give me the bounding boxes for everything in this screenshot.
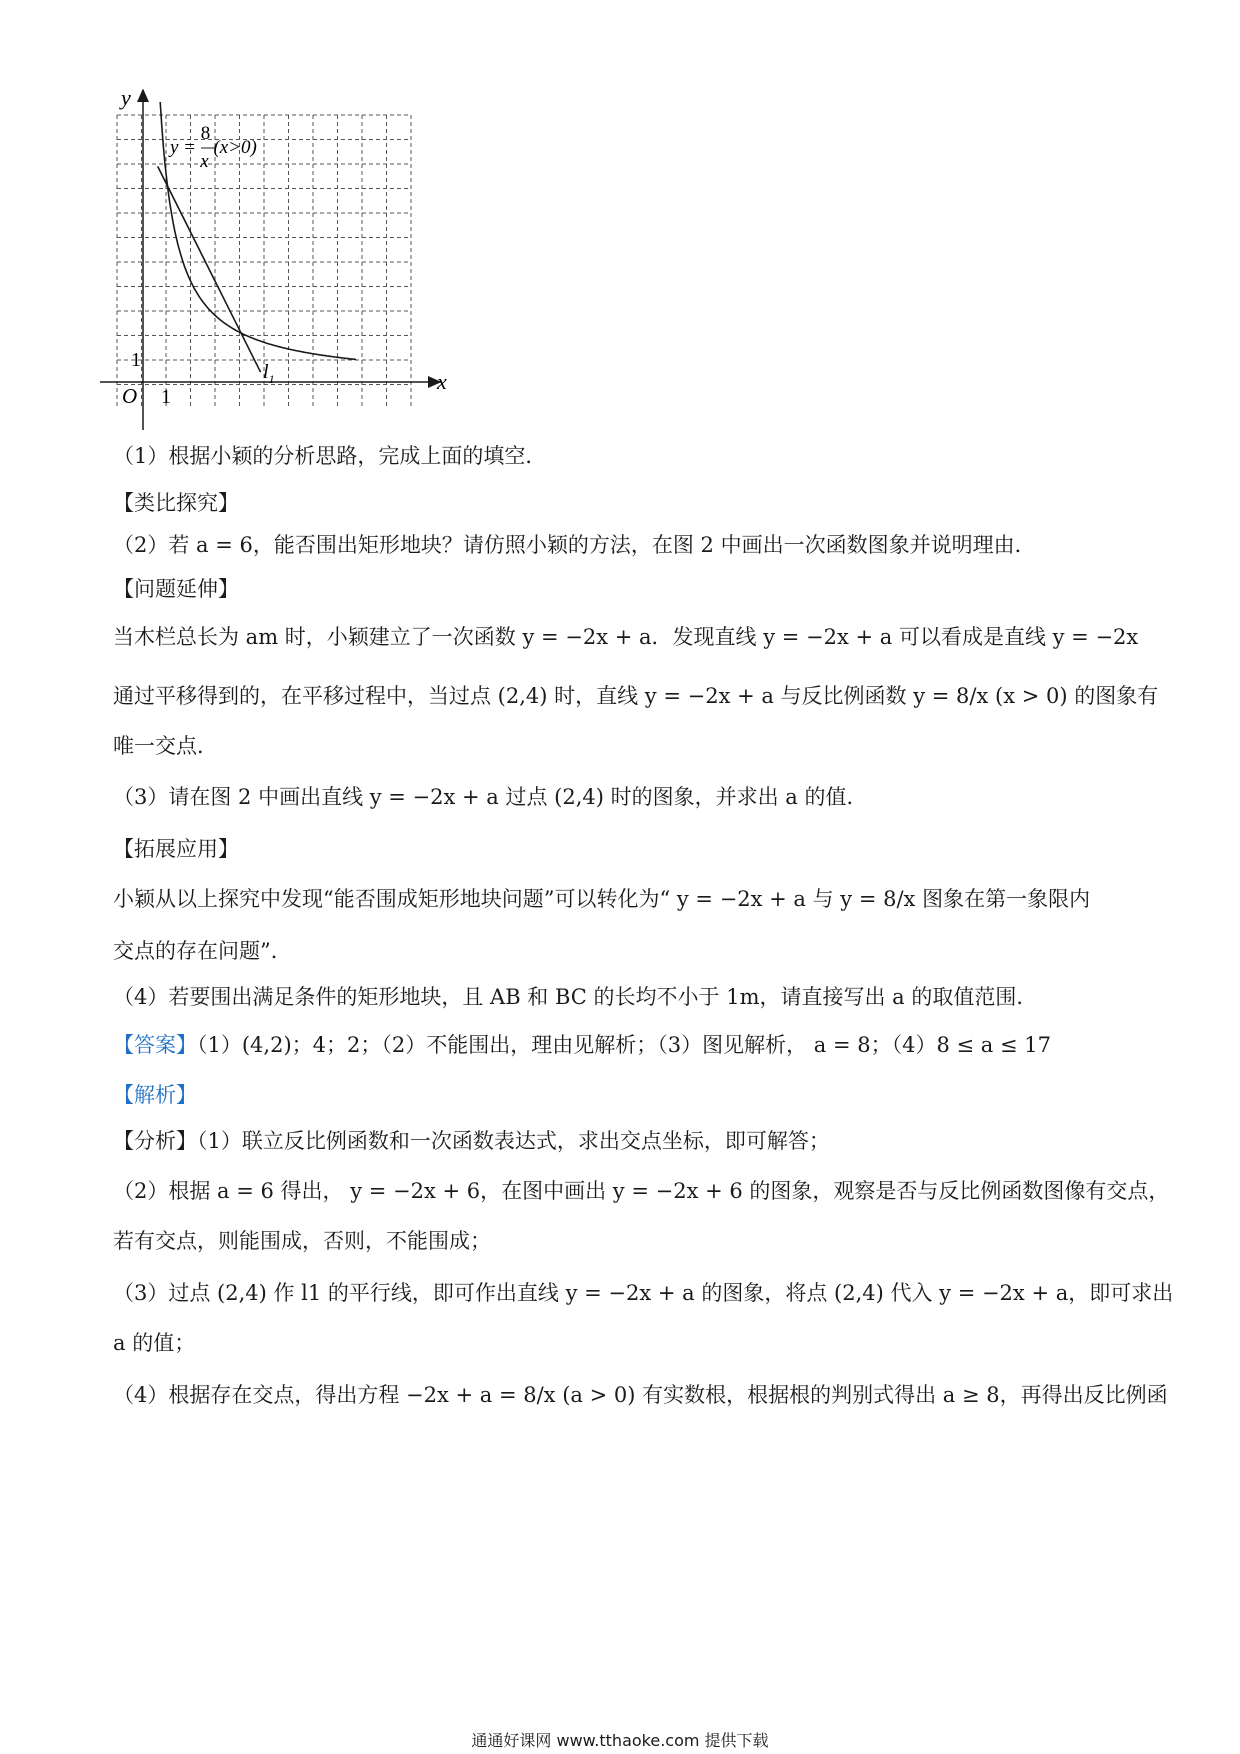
analysis-line: 【分析】（1）联立反比例函数和一次函数表达式，求出交点坐标，即可解答； [113, 1129, 830, 1153]
y-tick-label: 1 [131, 349, 141, 371]
y-axis-label: y [121, 85, 131, 110]
origin-label: O [122, 384, 138, 408]
extension-line-2: 通过平移得到的，在平移过程中，当过点 (2,4) 时，直线 y = −2x + a 与反比例函数 y = 8/x (x > 0) 的图象有 [113, 684, 1159, 708]
heading-extension: 【问题延伸】 [113, 577, 239, 601]
curve-label: y = 8 x (x>0) [170, 123, 257, 172]
answer-label: 【答案】 [113, 1033, 197, 1057]
question-3: （3）请在图 2 中画出直线 y = −2x + a 过点 (2,4) 时的图象，并求出 a 的值． [113, 785, 868, 809]
line-l1-label: $l_1$ [263, 361, 275, 386]
solution-label: 【解析】 [113, 1083, 197, 1107]
x-axis-label: x [437, 369, 447, 394]
heading-application: 【拓展应用】 [113, 837, 239, 861]
answer-row [113, 1030, 1051, 1060]
question-2: （2）若 a = 6，能否围出矩形地块？请仿照小颖的方法，在图 2 中画出一次函数图象并说明理由． [113, 533, 1036, 557]
x-tick-label: 1 [161, 386, 171, 408]
solution-2-line-2: 若有交点，则能围成，否则，不能围成； [113, 1229, 491, 1253]
page-footer: 通通好课网 www.tthaoke.com 提供下载 [471, 1731, 769, 1750]
solution-4-line-1: （4）根据存在交点，得出方程 −2x + a = 8/x (a > 0) 有实数根，根据根的判别式得出 a ≥ 8，再得出反比例函 [113, 1383, 1168, 1407]
solution-3-line-1: （3）过点 (2,4) 作 l1 的平行线，即可作出直线 y = −2x + a 的图象，将点 (2,4) 代入 y = −2x + a，即可求出 [113, 1281, 1174, 1305]
solution-3-line-2: a 的值； [113, 1331, 196, 1355]
solution-2-line-1: （2）根据 a = 6 得出， y = −2x + 6，在图中画出 y = −2x + 6 的图象，观察是否与反比例函数图像有交点， [113, 1179, 1170, 1203]
function-graph [95, 85, 515, 485]
application-line-2: 交点的存在问题”． [113, 939, 292, 963]
question-1: （1）根据小颖的分析思路，完成上面的填空． [113, 444, 547, 468]
extension-line-3: 唯一交点． [113, 734, 218, 758]
application-line-1: 小颖从以上探究中发现“能否围成矩形地块问题”可以转化为“ y = −2x + a 与 y = 8/x 图象在第一象限内 [113, 887, 1091, 911]
answer-text: （1）(4,2)；4；2；（2）不能围出，理由见解析；（3）图见解析， a = 8；（4）8 ≤ a ≤ 17 [197, 1033, 1051, 1057]
question-4: （4）若要围出满足条件的矩形地块，且 AB 和 BC 的长均不小于 1m，请直接写出 a 的取值范围． [113, 985, 1038, 1009]
extension-line-1: 当木栏总长为 am 时，小颖建立了一次函数 y = −2x + a．发现直线 y = −2x + a 可以看成是直线 y = −2x [113, 625, 1139, 649]
heading-analogy: 【类比探究】 [113, 491, 239, 515]
line-l1 [158, 166, 261, 372]
